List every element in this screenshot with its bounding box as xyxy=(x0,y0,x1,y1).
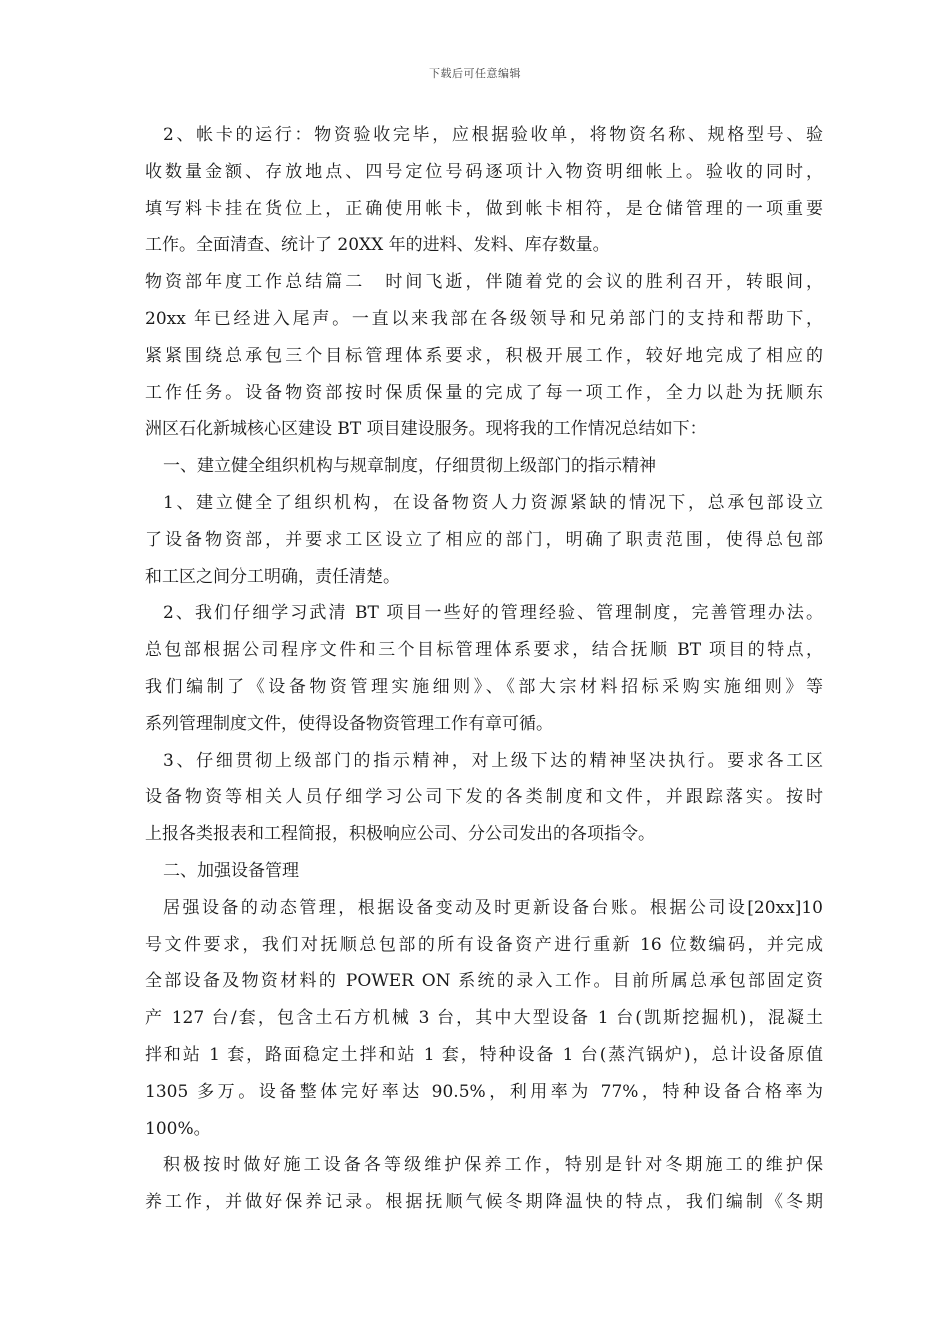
text-line: 系列管理制度文件，使得设备物资管理工作有章可循。 xyxy=(145,713,553,734)
text-line: 上报各类报表和工程简报，积极响应公司、分公司发出的各项指令。 xyxy=(145,824,655,845)
text-line: 一、建立健全组织机构与规章制度，仔细贯彻上级部门的指示精神 xyxy=(163,456,656,477)
text-line: 了设备物资部，并要求工区设立了相应的部门，明确了职责范围，使得总包部 xyxy=(145,529,823,550)
text-line: 设备物资等相关人员仔细学习公司下发的各类制度和文件，并跟踪落实。按时 xyxy=(145,787,823,808)
text-line: 1、建立健全了组织机构，在设备物资人力资源紧缺的情况下，总承包部设立 xyxy=(163,492,823,513)
text-line: 总包部根据公司程序文件和三个目标管理体系要求，结合抚顺 BT 项目的特点， xyxy=(145,640,823,661)
text-line: 紧紧围绕总承包三个目标管理体系要求，积极开展工作，较好地完成了相应的 xyxy=(145,345,823,366)
text-line: 2、我们仔细学习武清 BT 项目一些好的管理经验、管理制度，完善管理办法。 xyxy=(163,603,823,624)
text-line: 养工作，并做好保养记录。根据抚顺气候冬期降温快的特点，我们编制《冬期 xyxy=(145,1192,823,1213)
text-line: 居强设备的动态管理，根据设备变动及时更新设备台账。根据公司设[20xx]10 xyxy=(163,897,823,918)
text-line: 物资部年度工作总结篇二 时间飞逝，伴随着党的会议的胜利召开，转眼间， xyxy=(145,272,823,293)
document-body xyxy=(145,117,823,1221)
text-line: 2、帐卡的运行：物资验收完毕，应根据验收单，将物资名称、规格型号、验 xyxy=(163,125,823,145)
text-line: 1305 多万。设备整体完好率达 90.5%，利用率为 77%，特种设备合格率为 xyxy=(145,1081,823,1102)
text-line: 我们编制了《设备物资管理实施细则》、《部大宗材料招标采购实施细则》等 xyxy=(145,676,823,697)
text-line: 二、加强设备管理 xyxy=(163,860,299,881)
text-line: 工作任务。设备物资部按时保质保量的完成了每一项工作，全力以赴为抚顺东 xyxy=(145,382,823,403)
text-line: 拌和站 1 套，路面稳定土拌和站 1 套，特种设备 1 台(蒸汽锅炉)，总计设备原值 xyxy=(145,1044,823,1065)
text-line: 积极按时做好施工设备各等级维护保养工作，特别是针对冬期施工的维护保 xyxy=(163,1155,823,1176)
text-line: 号文件要求，我们对抚顺总包部的所有设备资产进行重新 16 位数编码，并完成 xyxy=(145,934,823,955)
text-line: 和工区之间分工明确，责任清楚。 xyxy=(145,566,400,587)
text-line: 3、仔细贯彻上级部门的指示精神，对上级下达的精神坚决执行。要求各工区 xyxy=(163,750,823,771)
text-line: 全部设备及物资材料的 POWER ON 系统的录入工作。目前所属总承包部固定资 xyxy=(145,971,823,992)
text-line: 收数量金额、存放地点、四号定位号码逐项计入物资明细帐上。验收的同时， xyxy=(145,161,823,182)
page-header: 下载后可任意编辑 xyxy=(429,67,521,80)
text-line: 工作。全面清查、统计了 20XX 年的进料、发料、库存数量。 xyxy=(145,235,610,256)
text-line: 产 127 台/套，包含土石方机械 3 台，其中大型设备 1 台(凯斯挖掘机)，混凝土 xyxy=(145,1008,823,1029)
text-line: 填写料卡挂在货位上，正确使用帐卡，做到帐卡相符，是仓储管理的一项重要 xyxy=(145,198,823,219)
text-line: 洲区石化新城核心区建设 BT 项目建设服务。现将我的工作情况总结如下： xyxy=(145,419,707,440)
text-line: 100%。 xyxy=(145,1118,211,1139)
text-line: 20xx 年已经进入尾声。一直以来我部在各级领导和兄弟部门的支持和帮助下， xyxy=(145,308,823,329)
